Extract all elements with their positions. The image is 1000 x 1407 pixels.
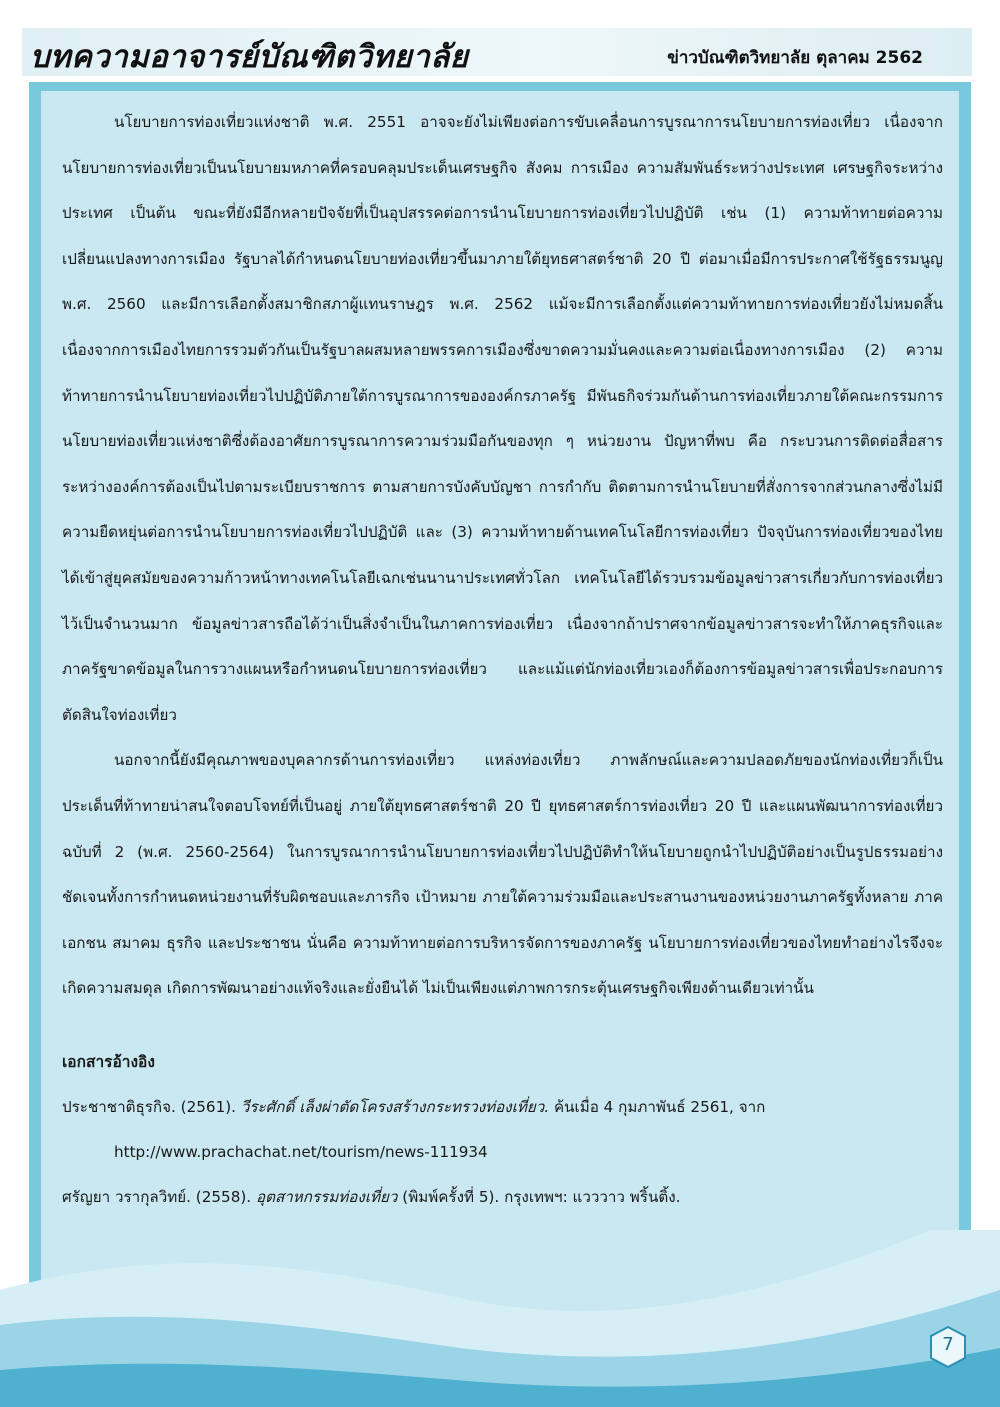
wave-decoration (0, 1230, 1000, 1407)
reference-author: ประชาชาติธุรกิจ. (2561). (62, 1097, 241, 1116)
reference-title: วีระศักดิ์ เล็งผ่าตัดโครงสร้างกระทรวงท่องเที่ยว. (240, 1097, 550, 1116)
reference-title: อุตสาหกรรมท่องเที่ยว (255, 1187, 398, 1206)
reference-item (62, 1085, 943, 1175)
reference-item (62, 1175, 943, 1220)
reference-author: ศรัญยา วรากุลวิทย์. (2558). (62, 1187, 256, 1206)
references-heading: เอกสารอ้างอิง (62, 1052, 155, 1071)
article-body (62, 100, 943, 1220)
reference-source: (พิมพ์ครั้งที่ 5). กรุงเทพฯ: แวววาว พริ้นติ้ง. (397, 1187, 681, 1206)
article-paragraph: นอกจากนี้ยังมีคุณภาพของบุคลากรด้านการท่องเที่ยว แหล่งท่องเที่ยว ภาพลักษณ์และความปลอดภัยของนักท่องเที่ยวก็เป็นประเด็นที่ท้าทายน่าสนใจตอบโจทย์ที่เป็นอยู่ ภายใต้ยุทธศาสตร์ชาติ 20 ปี ยุทธศาสตร์การท่องเที่ยว 20 ปี และแผนพัฒนาการท่องเที่ยวฉบับที่ 2 (พ.ศ. 2560-2564) ในการบูรณาการนำนโยบายการท่องเที่ยวไปปฏิบัติทำให้นโยบายถูกนำไปปฏิบัติอย่างเป็นรูปธรรมอย่างชัดเจนทั้งการกำหนดหน่วยงานที่รับผิดชอบและภารกิจ เป้าหมาย ภายใต้ความร่วมมือและประสานงานของหน่วยงานภาครัฐทั้งหลาย ภาคเอกชน สมาคม ธุรกิจ และประชาชน นั่นคือ ความท้าทายต่อการบริหารจัดการของภาครัฐ นโยบายการท่องเที่ยวของไทยทำอย่างไรจึงจะเกิดความสมดุล เกิดการพัฒนาอย่างแท้จริงและยั่งยืนได้ ไม่เป็นเพียงแต่ภาพการกระตุ้นเศรษฐกิจเพียงด้านเดียวเท่านั้น (62, 751, 943, 998)
page-number: 7 (942, 1334, 954, 1355)
article-paragraph: นโยบายการท่องเที่ยวแห่งชาติ พ.ศ. 2551 อาจจะยังไม่เพียงต่อการขับเคลื่อนการบูรณาการนโยบายการท่องเที่ยว เนื่องจากนโยบายการท่องเที่ยวเป็นนโยบายมหภาคที่ครอบคลุมประเด็นเศรษฐกิจ สังคม การเมือง ความสัมพันธ์ระหว่างประเทศ เศรษฐกิจระหว่างประเทศ เป็นต้น ขณะที่ยังมีอีกหลายปัจจัยที่เป็นอุปสรรคต่อการนำนโยบายการท่องเที่ยวไปปฏิบัติ เช่น (1) ความท้าทายต่อความเปลี่ยนแปลงทางการเมือง รัฐบาลได้กำหนดนโยบายท่องเที่ยวขึ้นมาภายใต้ยุทธศาสตร์ชาติ 20 ปี ต่อมาเมื่อมีการประกาศใช้รัฐธรรมนูญ พ.ศ. 2560 และมีการเลือกตั้งสมาชิกสภาผู้แทนราษฎร พ.ศ. 2562 แม้จะมีการเลือกตั้งแต่ความท้าทายการท่องเที่ยวยังไม่หมดสิ้น เนื่องจากการเมืองไทยการรวมตัวกันเป็นรัฐบาลผสมหลายพรรคการเมืองซึ่งขาดความมั่นคงและความต่อเนื่องทางการเมือง (2) ความท้าทายการนำนโยบายท่องเที่ยวไปปฏิบัติภายใต้การบูรณาการขององค์กรภาครัฐ มีพันธกิจร่วมกันด้านการท่องเที่ยวภายใต้คณะกรรมการนโยบายท่องเที่ยวแห่งชาติซึ่งต้องอาศัยการบูรณาการความร่วมมือกันของทุก ๆ หน่วยงาน ปัญหาที่พบ คือ กระบวนการติดต่อสื่อสารระหว่างองค์การต้องเป็นไปตามระเบียบราชการ ตามสายการบังคับบัญชา การกำกับ ติดตามการนำนโยบายที่สั่งการจากส่วนกลางซึ่งไม่มีความยืดหยุ่นต่อการนำนโยบายการท่องเที่ยวไปปฏิบัติ และ (3) ความท้าทายด้านเทคโนโลยีการท่องเที่ยว ปัจจุบันการท่องเที่ยวของไทยได้เข้าสู่ยุคสมัยของความก้าวหน้าทางเทคโนโลยีเฉกเช่นนานาประเทศทั่วโลก เทคโนโลยีได้รวบรวมข้อมูลข่าวสารเกี่ยวกับการท่องเที่ยวไว้เป็นจำนวนมาก ข้อมูลข่าวสารถือได้ว่าเป็นสิ่งจำเป็นในภาคการท่องเที่ยว เนื่องจากถ้าปราศจากข้อมูลข่าวสารจะทำให้ภาคธุรกิจและภาครัฐขาดข้อมูลในการวางแผนหรือกำหนดนโยบายการท่องเที่ยว และแม้แต่นักท่องเที่ยวเองก็ต้องการข้อมูลข่าวสารเพื่อประกอบการตัดสินใจท่องเที่ยว (62, 113, 943, 724)
issue-label: ข่าวบัณฑิตวิทยาลัย ตุลาคม 2562 (667, 48, 923, 68)
section-title: บทความอาจารย์บัณฑิตวิทยาลัย (30, 39, 469, 75)
reference-source: ค้นเมื่อ 4 กุมภาพันธ์ 2561, จาก http://www.prachachat.net/tourism/news-111934 (114, 1097, 766, 1161)
